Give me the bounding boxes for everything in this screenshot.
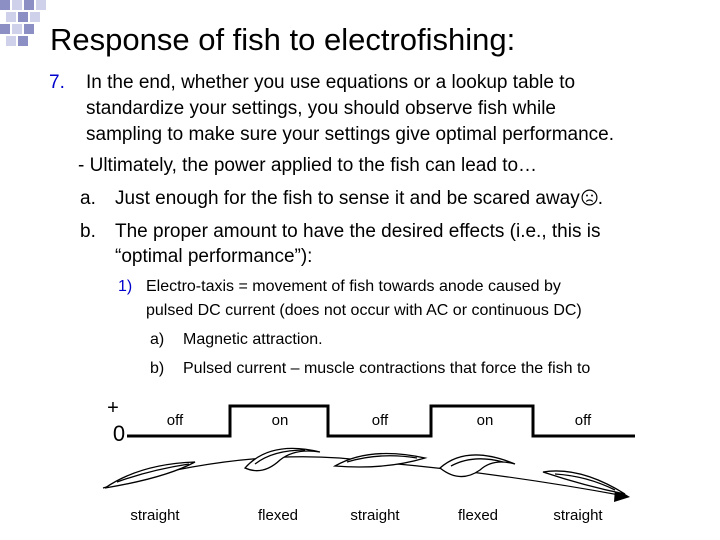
pulse-label-on-1: on [271, 412, 289, 429]
paragraph-line-1: In the end, whether you use equations or a lookup table to [86, 72, 576, 93]
fish-label-flexed-2: flexed [457, 507, 499, 524]
pulse-label-off-3: off [574, 412, 592, 429]
item-a-end: . [597, 188, 604, 209]
fish-label-flexed-1: flexed [257, 507, 299, 524]
item-b-line-2: “optimal performance”): [115, 246, 313, 267]
pulse-label-off-1: off [166, 412, 184, 429]
item-b-marker: b. [80, 221, 96, 242]
fish-label-straight-1: straight [130, 507, 180, 524]
paragraph-line-2: standardize your settings, you should observe fish while [86, 98, 556, 119]
sub1-marker: 1) [118, 278, 133, 295]
axis-zero-label: 0 [112, 421, 126, 446]
axis-plus-label: + [107, 397, 119, 419]
item-b-line-1: The proper amount to have the desired effects (i.e., this is [115, 221, 601, 242]
pulsed-dc-fish-figure [95, 392, 715, 540]
fish-label-straight-3: straight [553, 507, 603, 524]
item-number: 7. [49, 72, 65, 93]
pulse-label-off-2: off [371, 412, 389, 429]
sub1-line-2: pulsed DC current (does not occur with AC or continuous DC) [146, 302, 582, 319]
item-a-marker: a. [80, 188, 96, 209]
slide-title: Response of fish to electrofishing: [50, 22, 516, 57]
frown-face-icon [581, 189, 598, 206]
dash-line: - Ultimately, the power applied to the fish can lead to… [78, 155, 538, 176]
fish-label-straight-2: straight [350, 507, 400, 524]
paragraph-line-3: sampling to make sure your settings give optimal performance. [86, 124, 615, 145]
sub-b-marker: b) [150, 360, 165, 377]
sub-a-text: Magnetic attraction. [183, 331, 323, 348]
sub-a-marker: a) [150, 331, 165, 348]
sub1-line-1: Electro-taxis = movement of fish towards anode caused by [146, 278, 561, 295]
item-a-text: Just enough for the fish to sense it and be scared away [115, 188, 580, 209]
sub-b-text: Pulsed current – muscle contractions that force the fish to [183, 360, 591, 377]
pulse-label-on-2: on [476, 412, 494, 429]
